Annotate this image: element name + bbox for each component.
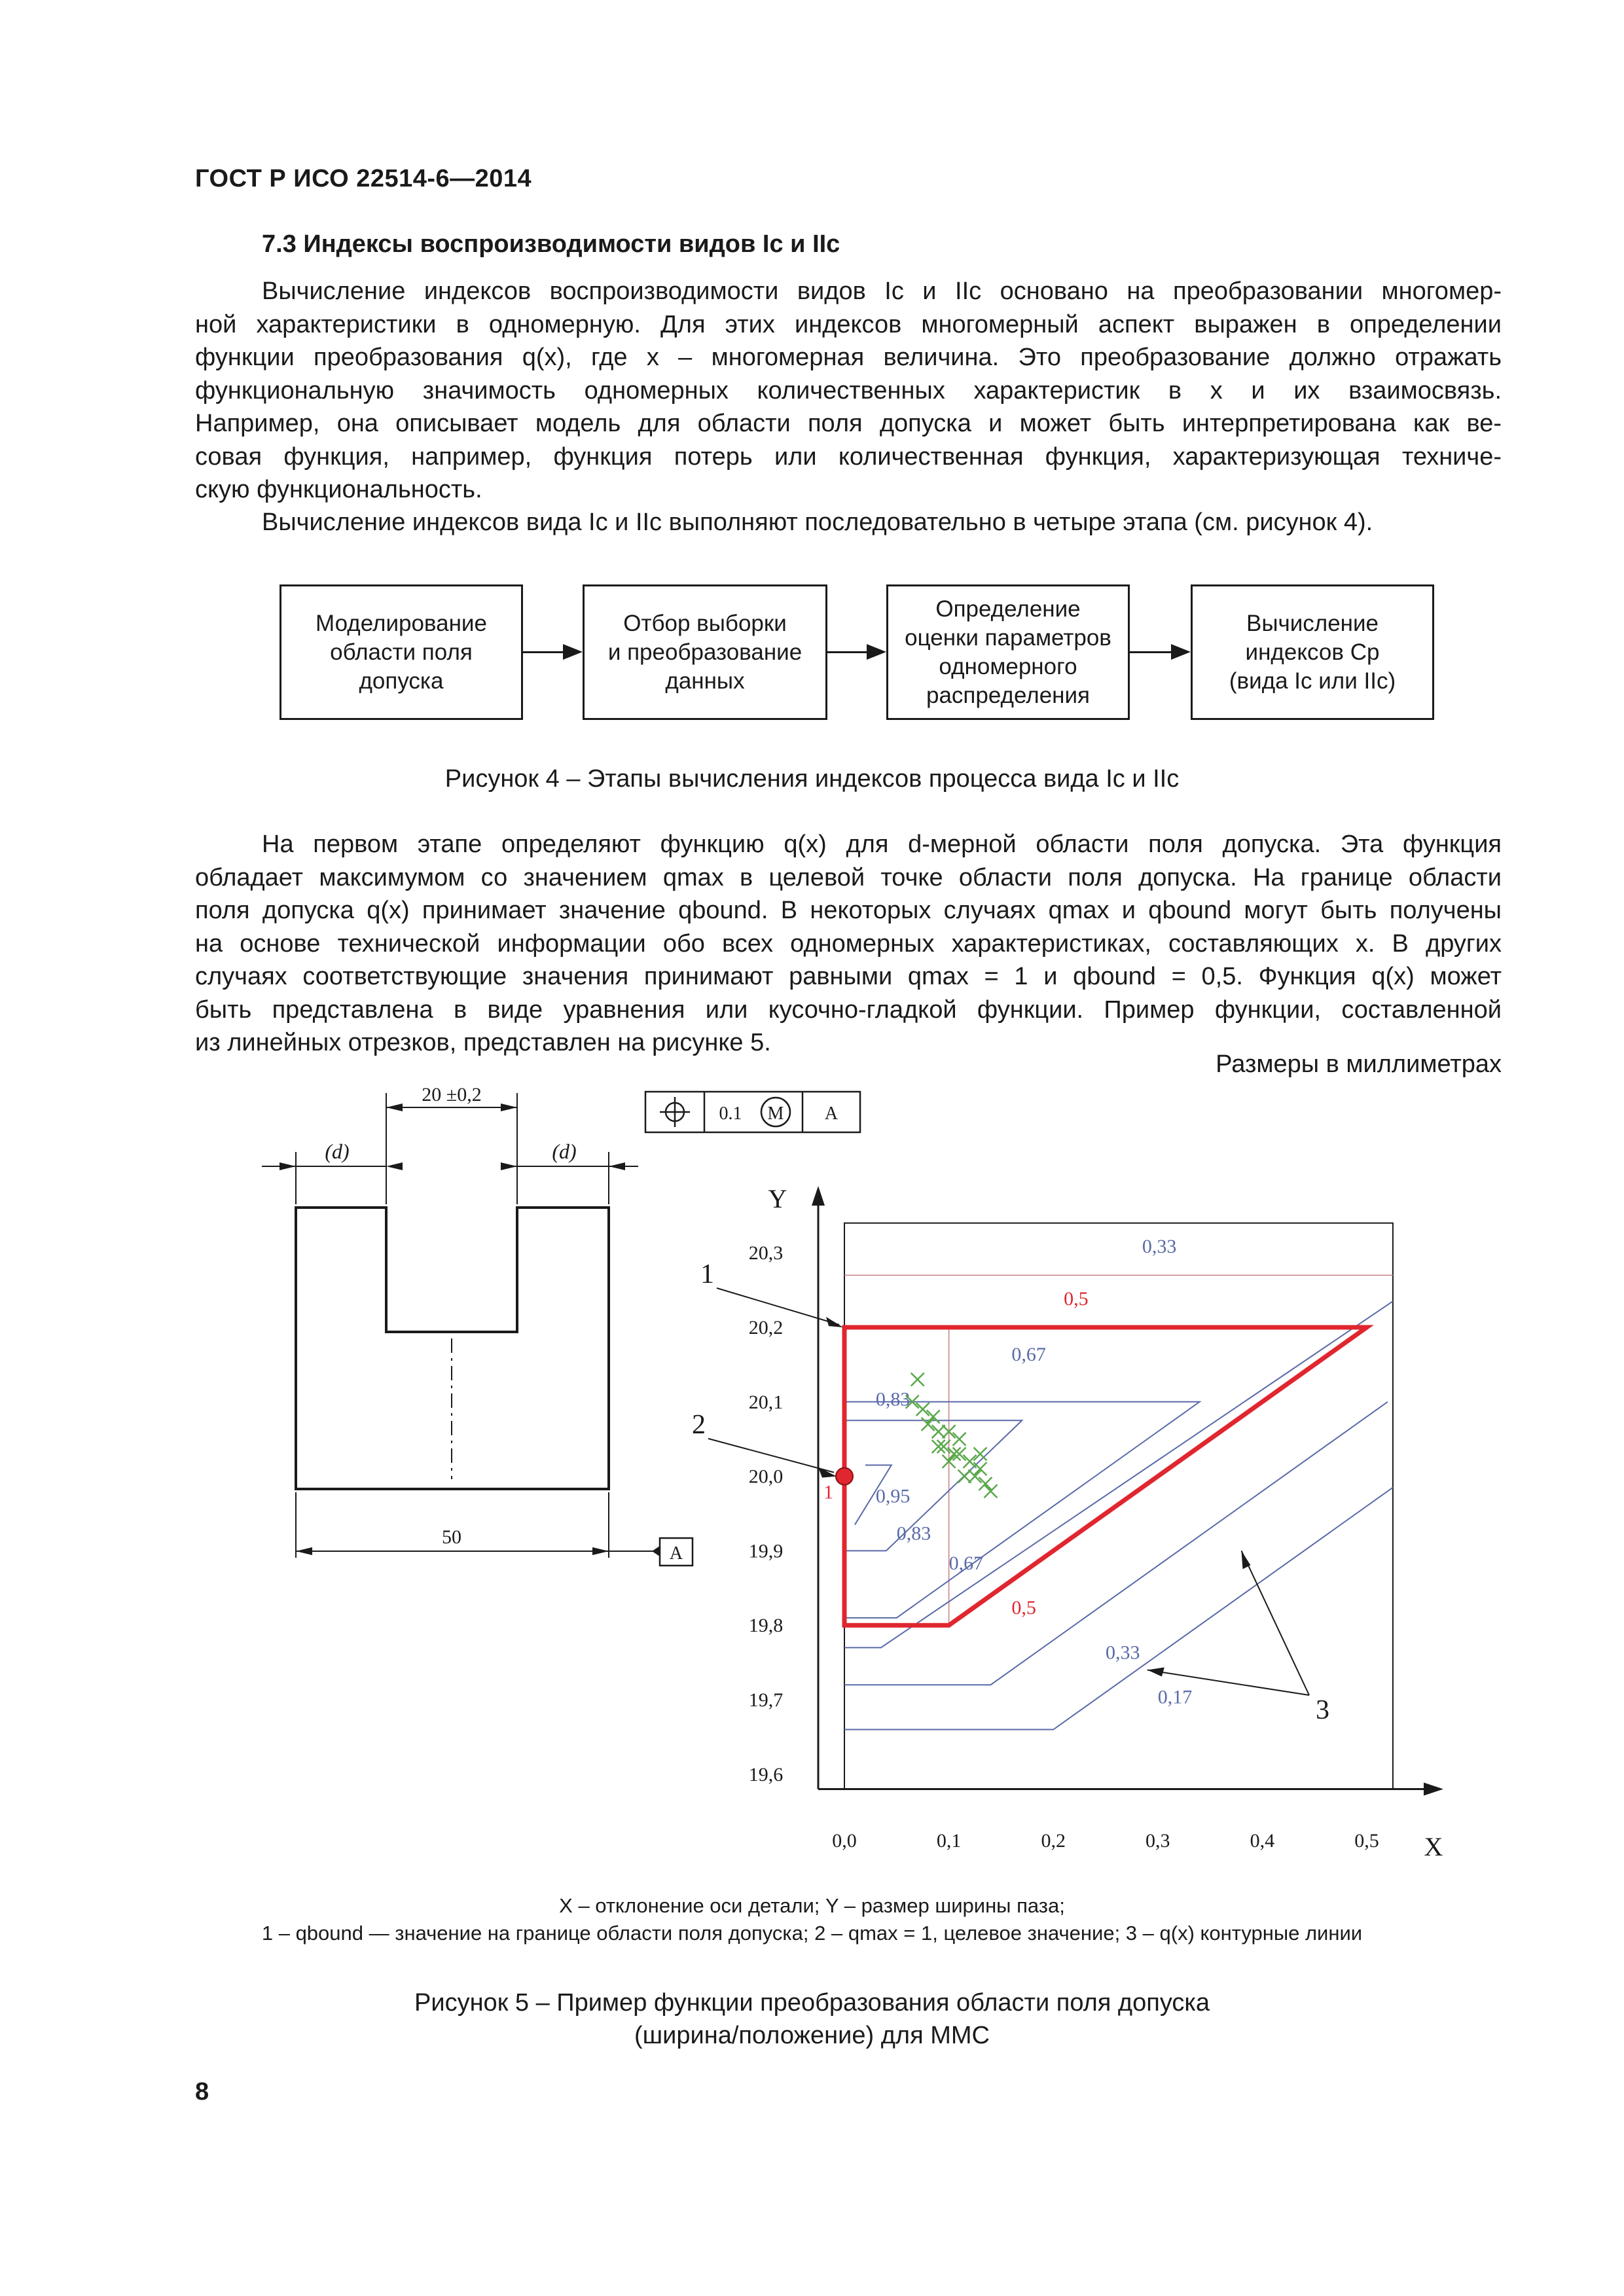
legend-text: X – отклонение оси детали; Y – размер ширины паза; [559, 1894, 1065, 1917]
x-tick-label: 0,4 [1250, 1830, 1275, 1852]
flow-step-4: Вычисление индексов Cp (вида Ic или IIc) [1191, 584, 1434, 720]
document-header: ГОСТ Р ИСО 22514-6—2014 [195, 165, 532, 192]
dimensions-note: Размеры в миллиметрах [1216, 1050, 1502, 1078]
x-tick-label: 0,3 [1146, 1830, 1170, 1852]
sample-point [911, 1373, 924, 1386]
feature-control-frame [641, 1083, 864, 1136]
x-axis-arrow [1424, 1783, 1443, 1796]
part-drawing [255, 1073, 713, 1584]
contour-label: 0,5 [1011, 1597, 1036, 1619]
sample-point [958, 1470, 971, 1483]
y-tick-label: 19,7 [748, 1689, 784, 1711]
paragraph-3 [195, 828, 1502, 1060]
contour-label: 0,83 [875, 1388, 911, 1410]
paragraph-line: Например, она описывает модель для области поля допуска и может быть интерпретирована как ве- [195, 410, 1502, 437]
contour-label: 1 [823, 1481, 834, 1503]
figure-5-caption-line-1: Рисунок 5 – Пример функции преобразования области поля допуска [414, 1989, 1210, 2017]
y-tick-label: 20,3 [748, 1242, 784, 1265]
y-tick-label: 20,1 [748, 1391, 784, 1413]
section-title: 7.3 Индексы воспроизводимости видов Ic и IIc [262, 230, 840, 258]
sample-point [979, 1477, 992, 1490]
target-point [836, 1468, 853, 1485]
contour-label: 0,17 [1157, 1686, 1193, 1708]
figure-4-caption: Рисунок 4 – Этапы вычисления индексов процесса вида Ic и IIc [444, 765, 1180, 793]
callout-1-arrow [826, 1317, 843, 1327]
paragraph-line: На первом этапе определяют функцию q(x) для d-мерной области поля допуска. Эта функция [262, 831, 1502, 858]
x-tick-label: 0,1 [936, 1830, 962, 1852]
tolerance-chart [655, 1172, 1479, 1878]
y-tick-label: 19,6 [748, 1763, 784, 1785]
position-icon [660, 1097, 690, 1127]
contour-label: 0,5 [1064, 1287, 1089, 1310]
dim-d-left: (d) [325, 1139, 350, 1163]
flow-arrow [1130, 651, 1173, 653]
flow-arrow [827, 651, 869, 653]
callout-1: 1 [700, 1259, 714, 1289]
callout-3: 3 [1316, 1695, 1329, 1725]
sample-point [916, 1403, 929, 1416]
paragraph-2 [195, 506, 1502, 539]
sample-point [932, 1425, 945, 1438]
y-tick-label: 19,9 [748, 1540, 784, 1562]
callout-3-leader [1241, 1551, 1309, 1695]
paragraph-line: быть представлена в виде уравнения или кусочно-гладкой функции. Пример функции, составленной [195, 996, 1502, 1024]
flow-step-1: Моделирование области поля допуска [280, 584, 523, 720]
flow-step-3: Определение оценки параметров одномерного распределения [886, 584, 1130, 720]
y-axis-label: Y [768, 1184, 787, 1213]
flow-arrow-head [1171, 644, 1191, 660]
datum-ref: A [824, 1103, 839, 1124]
callout-2: 2 [692, 1410, 706, 1440]
datum-label: A [669, 1543, 683, 1564]
sample-point [964, 1455, 977, 1468]
y-axis-arrow [812, 1186, 825, 1206]
contour-label: 0,95 [875, 1485, 911, 1507]
sample-point [927, 1410, 940, 1424]
tolerance-value: 0.1 [719, 1103, 742, 1124]
paragraph-line: скую функциональность. [195, 476, 482, 503]
paragraph-line: совая функция, например, функция потерь или количественная функция, характеризующая техниче- [195, 442, 1502, 471]
paragraph-line: Вычисление индексов вида Ic и IIc выполняют последовательно в четыре этапа (см. рисунок 4). [262, 509, 1373, 536]
contour-label: 0,67 [1011, 1344, 1046, 1366]
paragraph-line: ной характеристики в одномерную. Для этих индексов многомерный аспект выражен в определении [195, 310, 1502, 338]
contour-label: 0,33 [1142, 1236, 1177, 1258]
callout-3-arrow [1147, 1667, 1164, 1676]
legend-text: 1 – qbound — значение на границе области поля допуска; 2 – qmax = 1, целевое значение; 3 – q(x) контурные линии [261, 1922, 1363, 1945]
x-tick-label: 0,2 [1041, 1830, 1066, 1852]
x-tick-label: 0,0 [832, 1830, 857, 1852]
contour-label: 0,83 [896, 1522, 931, 1545]
paragraph-line: функциональную значимость одномерных количественных характеристик в x и их взаимосвязь. [195, 376, 1502, 404]
figure-5-caption-line-2: (ширина/положение) для ММС [634, 2022, 990, 2049]
dim-total-width: 50 [442, 1526, 461, 1548]
sample-point [953, 1433, 966, 1446]
flow-arrow-head [867, 644, 886, 660]
flow-arrow [523, 651, 565, 653]
mmc-modifier: M [767, 1103, 784, 1124]
dim-d-right: (d) [552, 1139, 577, 1163]
contour-label: 0,33 [1106, 1641, 1140, 1664]
sample-point [922, 1418, 935, 1431]
sample-point [973, 1447, 986, 1460]
sample-point [984, 1484, 997, 1498]
paragraph-line: случаях соответствующие значения принимают равными qmax = 1 и qbound = 0,5. Функция q(x) может [195, 963, 1502, 990]
paragraph-line: функции преобразования q(x), где x – многомерная величина. Это преобразование должно отражать [195, 344, 1502, 371]
paragraph-line: Вычисление индексов воспроизводимости видов Ic и IIc основано на преобразовании многомер- [262, 278, 1502, 305]
dim-slot-width: 20 ±0,2 [422, 1084, 482, 1105]
page-number: 8 [195, 2078, 209, 2106]
paragraph-line: обладает максимумом со значением qmax в целевой точке области поля допуска. На границе области [195, 863, 1502, 891]
y-tick-label: 20,2 [748, 1317, 784, 1338]
contour-label: 0,67 [948, 1552, 984, 1574]
figure-5-legend-line-1 [0, 1893, 1624, 1919]
figure-5-legend-line-2 [0, 1920, 1624, 1946]
flow-arrow-head [563, 644, 583, 660]
paragraph-1 [195, 275, 1502, 507]
paragraph-line: поля допуска q(x) принимает значение qbound. В некоторых случаях qmax и qbound могут быть получены [195, 897, 1502, 924]
sample-point [973, 1462, 986, 1475]
paragraph-line: на основе технической информации обо всех одномерных характеристиках, составляющих x. В других [195, 929, 1502, 958]
paragraph-line: из линейных отрезков, представлен на рисунке 5. [195, 1029, 771, 1056]
sample-point [969, 1470, 982, 1483]
x-tick-label: 0,5 [1354, 1830, 1379, 1852]
x-axis-label: X [1424, 1832, 1443, 1861]
y-tick-label: 19,8 [748, 1615, 784, 1637]
flow-step-2: Отбор выборки и преобразование данных [583, 584, 827, 720]
contour-line [844, 1402, 1200, 1618]
y-tick-label: 20,0 [748, 1465, 784, 1488]
